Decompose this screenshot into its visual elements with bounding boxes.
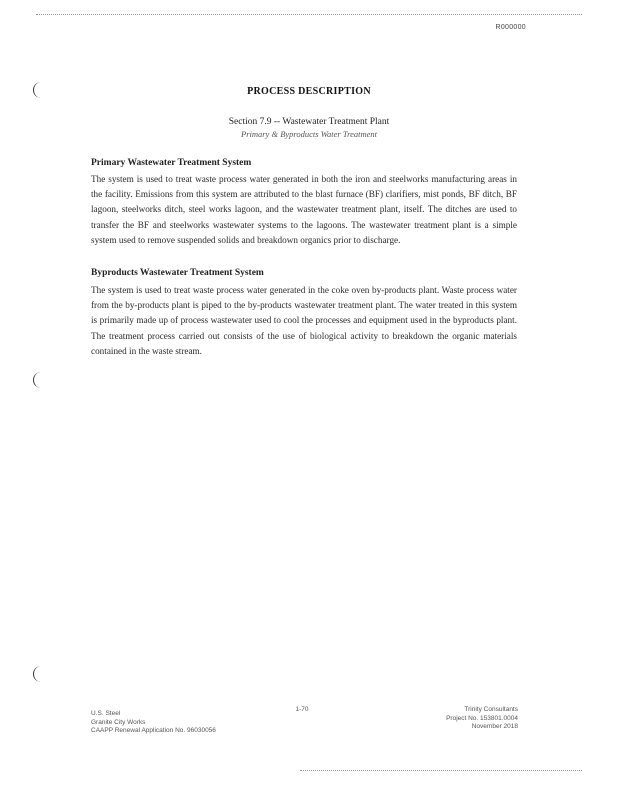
primary-system-paragraph: The system is used to treat waste process water generated in both the iron and steelworks manufacturing areas in the facility. Emissions from this system are attributed to the blast furnace (BF) clarifiers, mist ponds, BF ditch, BF lagoon, steelworks ditch, steel works lagoon, and the wastewater treatment plant, itself. The ditches are used to transfer the BF and steelworks wastewater systems to the lagoons. The wastewater treatment plant is a simple system used to remove suspended solids and breakdown organics prior to discharge.: [91, 174, 517, 245]
section-title: Section 7.9 -- Wastewater Treatment Plant: [228, 117, 390, 127]
document-id: R000000: [495, 24, 526, 31]
primary-system-heading: Primary Wastewater Treatment System: [91, 158, 252, 168]
bottom-scan-border: [300, 770, 582, 771]
footer-right: [446, 706, 518, 732]
footer-application: CAAPP Renewal Application No. 96030056: [91, 727, 216, 734]
punch-hole-mark: [33, 666, 44, 682]
footer-date: November 2018: [471, 723, 518, 730]
footer-project-number: Project No. 153801.0004: [446, 714, 518, 722]
footer-consultant: Trinity Consultants: [464, 706, 518, 713]
byproducts-system-paragraph: The system is used to treat waste process water generated in the coke oven by-products plant. Waste process water from the by-products plant is piped to the by-products wastewater treatment plant. The water treated in this system is primarily made up of process wastewater used to cool the processes and equipment used in the byproducts plant. The treatment process carried out consists of the use of biological activity to breakdown the organic materials contained in the waste stream.: [91, 285, 517, 356]
byproducts-system-heading: Byproducts Wastewater Treatment System: [91, 268, 264, 278]
footer-company: U.S. Steel: [91, 710, 121, 717]
section-subtitle: Primary & Byproducts Water Treatment: [241, 129, 377, 139]
footer-facility: Granite City Works: [91, 718, 146, 726]
page-number: 1-70: [295, 706, 309, 713]
top-scan-border: [36, 14, 582, 15]
punch-hole-mark: [33, 372, 44, 388]
page-title: PROCESS DESCRIPTION: [247, 86, 371, 97]
